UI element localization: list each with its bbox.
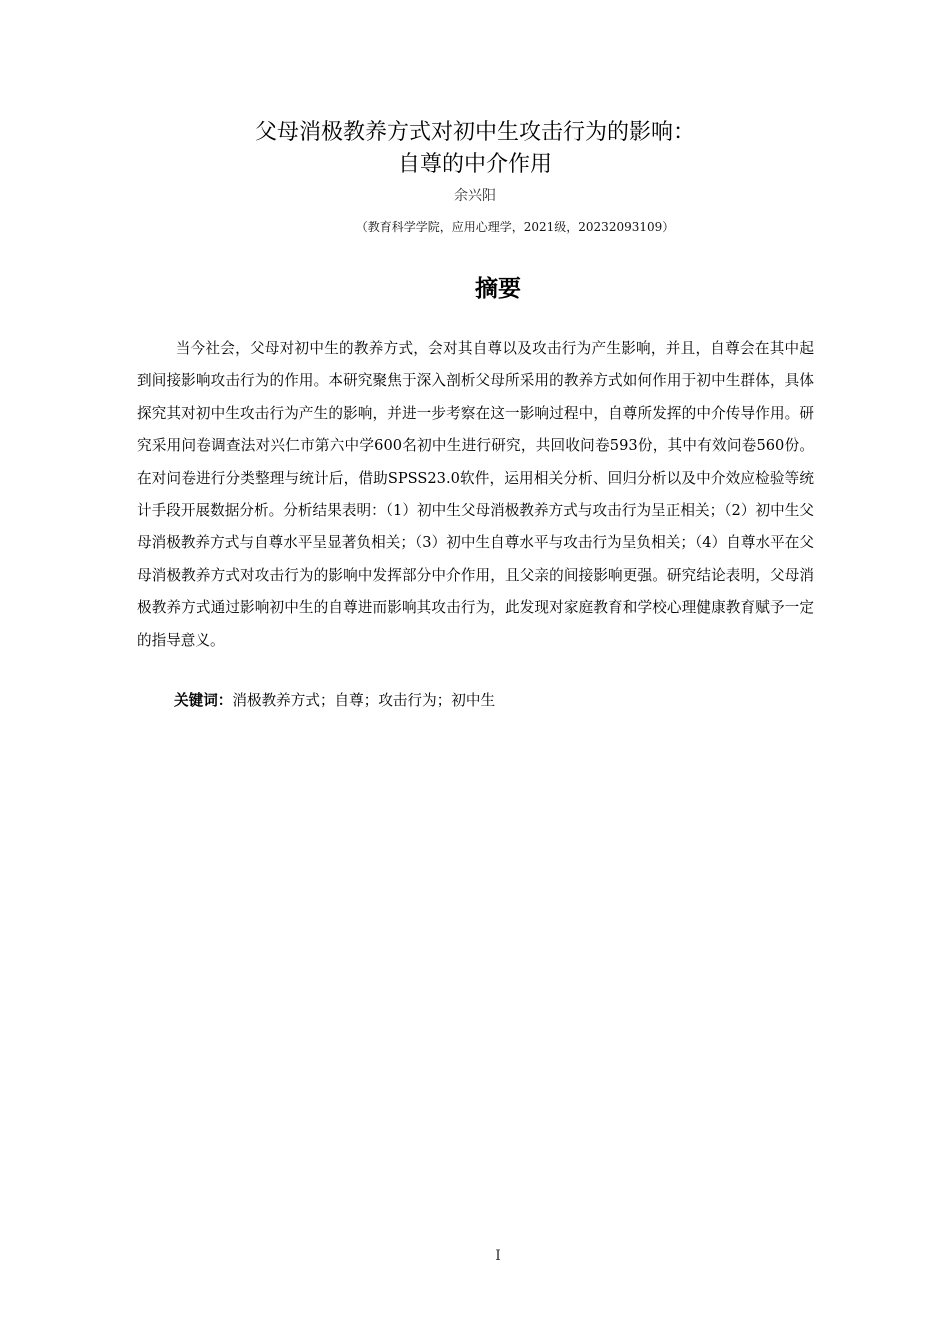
keywords-line: [174, 686, 814, 716]
page-number: I: [495, 1248, 501, 1264]
paper-title-line-1: 父母消极教养方式对初中生攻击行为的影响：: [254, 120, 695, 145]
keywords-list: 消极教养方式；自尊；攻击行为；初中生: [232, 692, 496, 709]
abstract-body: 当今社会，父母对初中生的教养方式，会对其自尊以及攻击行为产生影响，并且，自尊会在其中起到间接影响攻击行为的作用。本研究聚焦于深入剖析父母所采用的教养方式如何作用于初中生群体，具体探究其对初中生攻击行为产生的影响，并进一步考察在这一影响过程中，自尊所发挥的中介传导作用。研究采用问卷调查法对兴仁市第六中学600名初中生进行研究，共回收问卷593份，其中有效问卷560份。在对问卷进行分类整理与统计后，借助SPSS23.0软件，运用相关分析、回归分析以及中介效应检验等统计手段开展数据分析。分析结果表明：（1）初中生父母消极教养方式与攻击行为呈正相关；（2）初中生父母消极教养方式与自尊水平呈显著负相关；（3）初中生自尊水平与攻击行为呈负相关；（4）自尊水平在父母消极教养方式对攻击行为的影响中发挥部分中介作用，且父亲的间接影响更强。研究结论表明，父母消极教养方式通过影响初中生的自尊进而影响其攻击行为，此发现对家庭教育和学校心理健康教育赋予一定的指导意义。: [137, 340, 814, 649]
author-name: 余兴阳: [454, 188, 496, 204]
author-affiliation: （教育科学学院，应用心理学，2021级，20232093109）: [355, 220, 675, 234]
abstract-heading: 摘要: [475, 276, 521, 302]
keywords-label: 关键词：: [174, 692, 233, 709]
paper-title-line-2: 自尊的中介作用: [397, 152, 552, 177]
